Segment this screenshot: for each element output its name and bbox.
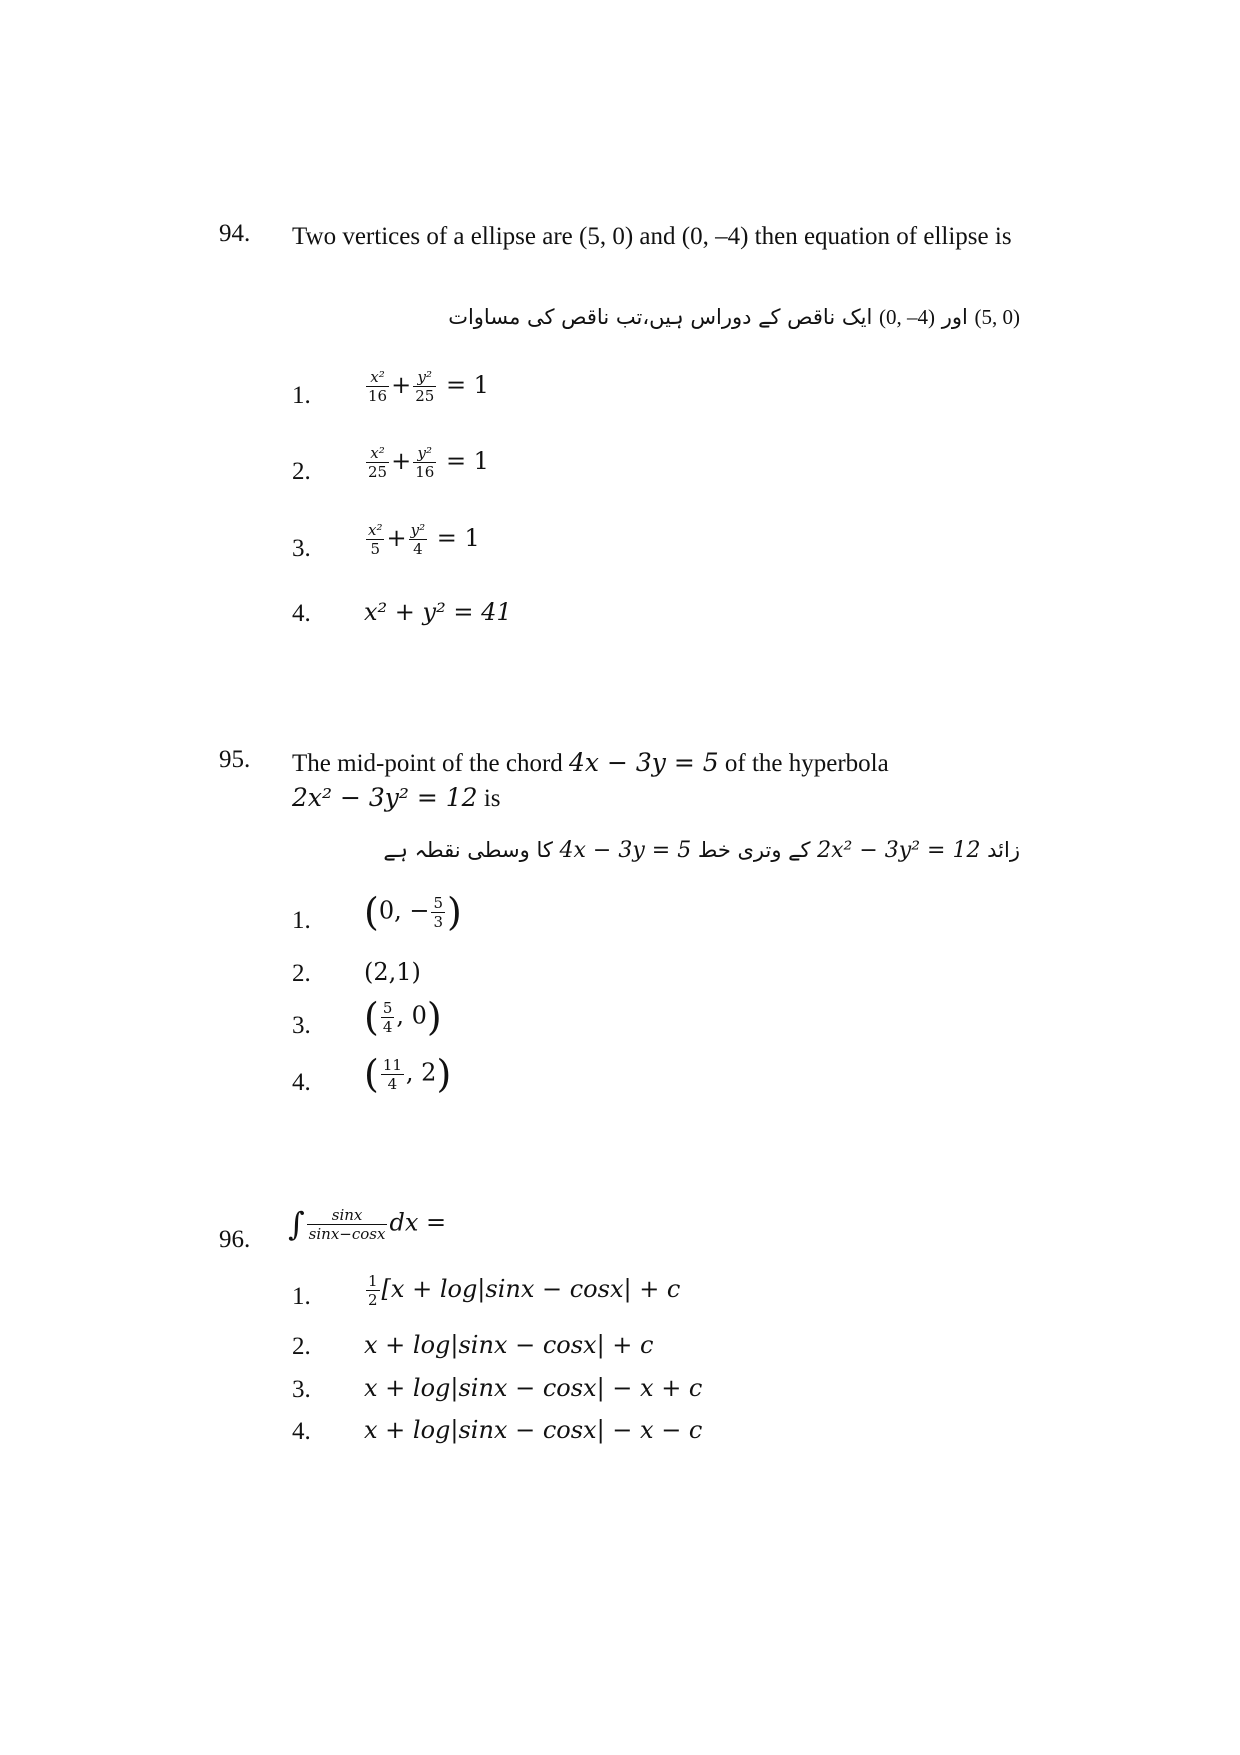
q95-option-3-number: 3. <box>292 1012 311 1039</box>
fraction: $\frac{\text{x²}}{25}$ <box>368 444 388 481</box>
question-94-urdu-text <box>448 305 1020 330</box>
q94-option-3-number: 3. <box>292 535 311 562</box>
fraction: $\frac{5}{3}$ <box>433 893 444 931</box>
q96-option-3-number: 3. <box>292 1376 311 1403</box>
question-94-text: Two vertices of a ellipse are (5, 0) and (0, –4) then equation of ellipse is <box>292 223 1012 250</box>
q95-option-1-number: 1. <box>292 907 311 934</box>
fraction: $\frac{\text{y²}}{25}$ <box>415 368 435 405</box>
q95-option-1-expression: (0, − $\frac{5}{3}$ ) <box>364 890 462 934</box>
q96-option-4-expression: x + log|sinx − cosx| − x − c <box>364 1416 703 1444</box>
question-95-number: 95. <box>219 746 251 773</box>
urdu-rest: ایک ناقص کے دوراس ہیں،تب ناقص کی مساوات <box>448 305 873 329</box>
q96-option-4-number: 4. <box>292 1418 311 1445</box>
q96-option-2-number: 2. <box>292 1333 311 1360</box>
urdu-hyperbola-equation: 2x² − 3y² = 12 <box>817 838 981 863</box>
fraction: $\frac{\text{y²}}{4}$ <box>410 521 426 558</box>
urdu-middle: کے وتری خط <box>697 838 811 862</box>
urdu-coords-a: (5, 0) <box>974 305 1020 329</box>
fraction: $\frac{5}{4}$ <box>382 998 393 1036</box>
q94-option-2-number: 2. <box>292 458 311 485</box>
q94-option-3-expression: $\frac{\text{x²}}{5}$ + $\frac{\text{y²}}{4}$ = 1 <box>368 521 480 558</box>
q95-option-4-number: 4. <box>292 1069 311 1096</box>
question-96-integral: ∫ $\frac{\sin x}{\sin x-\cos x}$ dx = <box>288 1205 447 1243</box>
integral-sign: ∫ <box>288 1205 305 1243</box>
q96-option-1-number: 1. <box>292 1283 311 1310</box>
q94-option-4-expression: x² + y² = 41 <box>364 598 512 626</box>
urdu-end: کا وسطی نقطہ ہے <box>383 838 553 862</box>
q96-option-2-expression: x + log|sinx − cosx| + c <box>364 1331 654 1359</box>
q95-option-2-number: 2. <box>292 960 311 987</box>
q95-option-3-expression: ( $\frac{5}{4}$ , 0) <box>364 995 442 1039</box>
q94-option-4-number: 4. <box>292 600 311 627</box>
q96-option-1-expression: $\frac{1}{2}$ [x + log|sinx − cosx| + c <box>368 1272 681 1309</box>
urdu-hyperbola-word: زائد <box>987 838 1020 862</box>
fraction: $\frac{\text{x²}}{5}$ <box>368 521 383 558</box>
hyperbola-equation: 2x² − 3y² = 12 <box>292 783 478 812</box>
fraction: $\frac{11}{4}$ <box>382 1055 402 1093</box>
question-95-urdu-text <box>383 838 1020 863</box>
fraction: $\frac{\sin x}{\sin x-\cos x}$ <box>308 1205 386 1243</box>
urdu-chord-equation: 4x − 3y = 5 <box>559 838 692 863</box>
fraction: $\frac{\text{x²}}{16}$ <box>368 368 388 405</box>
chord-equation: 4x − 3y = 5 <box>569 748 719 777</box>
fraction: $\frac{\text{y²}}{16}$ <box>415 444 435 481</box>
fraction: $\frac{1}{2}$ <box>368 1272 378 1309</box>
q96-option-3-expression: x + log|sinx − cosx| − x + c <box>364 1374 703 1402</box>
q94-option-1-expression: $\frac{\text{x²}}{16}$ + $\frac{\text{y²}}{25}$ = 1 <box>368 368 489 405</box>
question-95-text: The mid-point of the chord 4x − 3y = 5 of the hyperbola 2x² − 3y² = 12 is <box>292 748 889 812</box>
q94-option-1-number: 1. <box>292 382 311 409</box>
q94-option-2-expression: $\frac{\text{x²}}{25}$ + $\frac{\text{y²}}{16}$ = 1 <box>368 444 489 481</box>
urdu-coords-b: (0, –4) <box>879 305 935 329</box>
urdu-and: اور <box>941 305 968 329</box>
question-94-number: 94. <box>219 220 251 247</box>
q95-option-2-expression: (2,1) <box>364 958 421 986</box>
question-96-number: 96. <box>219 1226 251 1253</box>
q95-option-4-expression: ( $\frac{11}{4}$ , 2) <box>364 1052 452 1096</box>
